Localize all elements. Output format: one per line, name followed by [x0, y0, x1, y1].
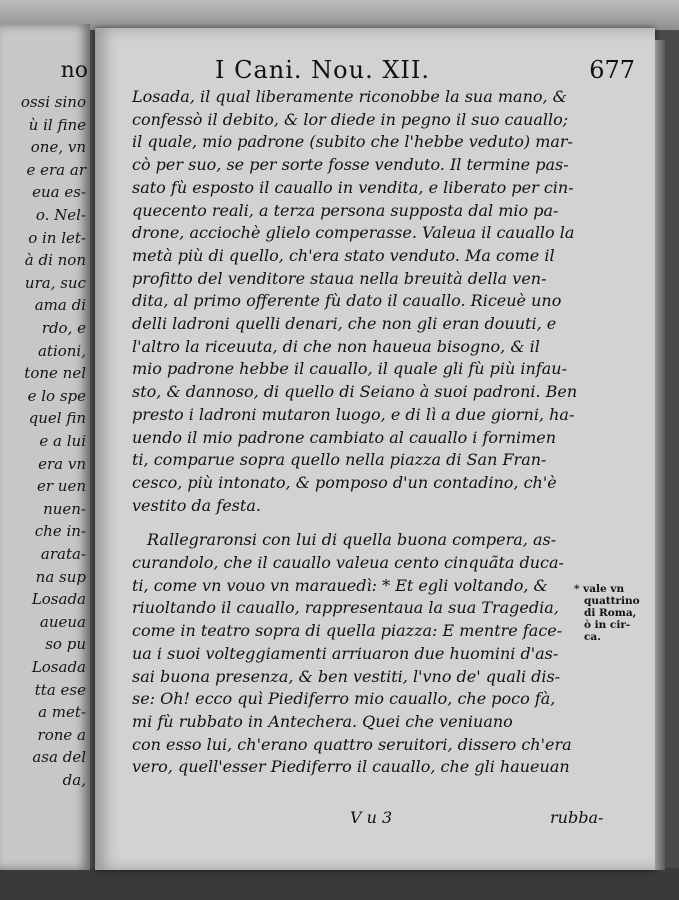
text-line: delli ladroni quelli denari, che non gli eran douuti, e: [132, 314, 557, 333]
left-page-line: ù il fine: [28, 115, 86, 134]
page-edge-shadow: [655, 40, 665, 870]
running-head: [215, 56, 635, 90]
text-line: riuoltando il cauallo, rappresentaua la sua Tragedia,: [132, 598, 559, 618]
left-page-line: tta ese: [34, 680, 86, 699]
text-line: presto i ladroni mutaron luogo, e di lì a due giorni, ha-: [132, 404, 575, 424]
left-page-line: nuen-: [43, 499, 86, 518]
left-facing-page: [0, 24, 90, 870]
catchword: rubba-: [550, 808, 604, 827]
text-line: curandolo, che il cauallo valeua cento cinquãta duca-: [132, 553, 564, 572]
left-page-line: one, vn: [30, 138, 86, 157]
text-line: profitto del venditore staua nella breuità della ven-: [132, 268, 547, 288]
text-line: ua i suoi volteggiamenti arriuaron due huomini d'as-: [132, 643, 559, 663]
left-page-line: quel fin: [28, 409, 86, 428]
marginal-note-line: ò in cir-: [584, 619, 631, 631]
left-page-line: rone a: [37, 725, 86, 744]
text-line: Losada, il qual liberamente riconobbe la sua mano, &: [132, 87, 567, 106]
left-page-line: Losada: [31, 590, 86, 609]
text-line: come in teatro sopra di quella piazza: E mentre face-: [132, 621, 563, 641]
scanner-top-edge: [0, 0, 679, 30]
page-number: 677: [589, 56, 635, 84]
left-page-line: asa del: [32, 748, 86, 767]
left-page-line: o. Nel-: [35, 206, 86, 224]
left-page-line: ationi,: [37, 341, 86, 360]
signature-mark: V u 3: [350, 808, 393, 827]
left-page-line: e lo spe: [27, 386, 86, 405]
left-page-line: era vn: [38, 454, 86, 473]
text-line: quecento reali, a terza persona supposta dal mio pa-: [132, 200, 559, 220]
text-line: cesco, più intonato, & pomposo d'un contadino, ch'è: [132, 472, 557, 492]
text-line: cò per suo, se per sorte fosse venduto. Il termine pas-: [132, 155, 569, 175]
text-line: se: Oh! ecco quì Piediferro mio cauallo, che poco fà,: [132, 689, 556, 709]
left-page-line: che in-: [34, 522, 86, 541]
text-line: il quale, mio padrone (subito che l'hebbe veduto) mar-: [132, 132, 573, 152]
left-page-line: ama di: [34, 296, 86, 315]
text-line: sto, & dannoso, di quello di Seiano à suoi padroni. Ben: [132, 382, 578, 402]
left-page-line: na sup: [35, 567, 86, 586]
text-line: uendo il mio padrone cambiato al cauallo i fornimen: [132, 427, 557, 447]
text-line: l'altro la riceuuta, di che non haueua bisogno, & il: [132, 336, 540, 356]
text-line: vestito da festa.: [132, 495, 261, 515]
left-page-line: e era ar: [26, 160, 86, 179]
left-page-line: aueua: [39, 612, 86, 631]
left-page-line: da,: [62, 771, 86, 789]
running-head-title: I Cani. Nou. XII.: [215, 56, 431, 84]
left-page-line: o in let-: [28, 228, 86, 247]
text-line: sato fù esposto il cauallo in vendita, e liberato per cin-: [132, 177, 574, 197]
left-page-line: tone nel: [24, 364, 86, 383]
text-line: drone, acciochè glielo comperasse. Valeua il cauallo la: [132, 223, 575, 243]
text-line: ti, come vn vouo vn marauedì: * Et egli voltando, &: [132, 575, 548, 595]
left-page-line: ura, suc: [24, 273, 86, 292]
text-line: vero, quell'esser Piediferro il cauallo, che gli haueuan: [132, 757, 570, 777]
left-page-line: er uen: [36, 477, 86, 496]
text-line: dita, al primo offerente fù dato il cauallo. Riceuè uno: [132, 291, 562, 311]
left-page-line: e a lui: [39, 432, 86, 450]
text-line: mio padrone hebbe il cauallo, il quale gli fù più infau-: [132, 359, 567, 379]
left-page-line: ossi sino: [20, 93, 86, 111]
text-line: con esso lui, ch'erano quattro seruitori, dissero ch'era: [132, 734, 572, 754]
left-page-line: Losada: [31, 658, 86, 676]
scanner-bottom-edge: [0, 868, 679, 900]
left-page-line: a met-: [38, 703, 86, 722]
marginal-note-line: quattrino: [584, 595, 640, 607]
text-line: mi fù rubbato in Antechera. Quei che veniuano: [132, 711, 513, 731]
left-page-line: arata-: [40, 545, 86, 563]
text-line: confessò il debito, & lor diede in pegno il suo cauallo;: [132, 109, 569, 129]
text-line: metà più di quello, ch'era stato venduto. Ma come il: [132, 245, 555, 265]
marginal-note-line: * vale vn: [574, 583, 625, 595]
book-page: [95, 28, 655, 870]
left-page-line: à di non: [24, 251, 86, 270]
left-page-line: rdo, e: [41, 319, 86, 337]
marginal-note-line: ca.: [584, 631, 601, 643]
text-line: sai buona presenza, & ben vestiti, l'vno de' quali dis-: [132, 666, 561, 686]
left-page-heading: no: [60, 58, 88, 83]
left-page-line: eua es-: [32, 183, 86, 202]
text-line: ti, comparue sopra quello nella piazza di San Fran-: [132, 450, 547, 470]
text-line: Rallegraronsi con lui di quella buona compera, as-: [147, 530, 557, 550]
left-page-line: so pu: [45, 635, 86, 654]
marginal-note-line: di Roma,: [584, 607, 637, 619]
